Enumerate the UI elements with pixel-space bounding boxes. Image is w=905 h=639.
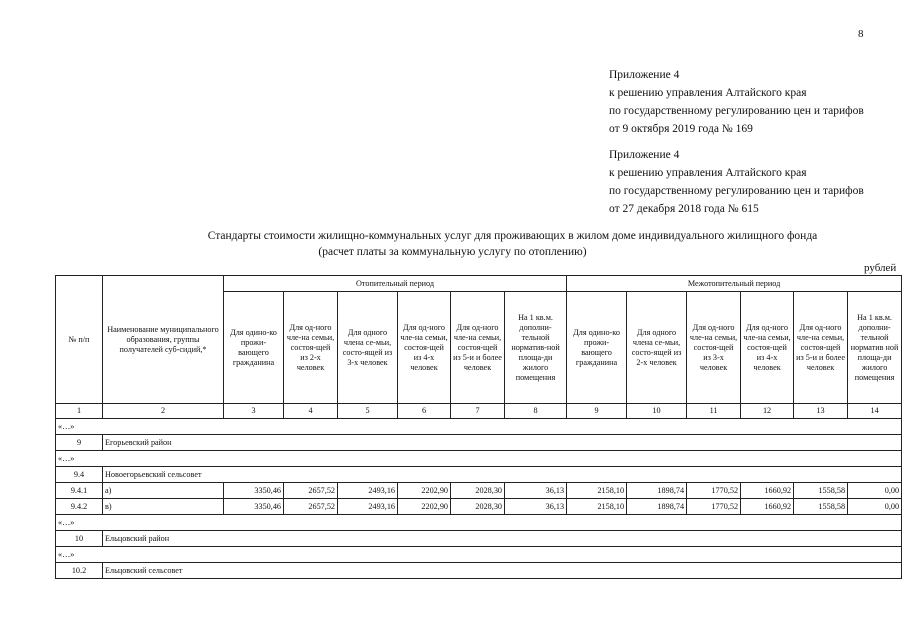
header-nonheating-col: На 1 кв.м. дополни-тельной норматив ной площа-ди жилого помещения [848,292,902,404]
column-number: 1 [56,404,103,419]
value-cell: 1770,52 [687,499,741,515]
value-cell: 1660,92 [741,483,794,499]
ellipsis-cell: «…» [56,515,902,531]
header-heating-col: Для од-ного чле-на семьи, состоя-щей из 4-х человек [398,292,451,404]
title-line-2: (расчет платы за коммунальную услугу по отоплению) [318,246,587,258]
appendix-line: по государственному регулированию цен и тарифов [609,105,864,117]
row-name-cell: Ельцовский сельсовет [103,563,902,579]
column-number: 6 [398,404,451,419]
header-nonheating-col: Для од-ного чле-на семьи, состоя-щей из 5-и и более человек [794,292,848,404]
column-number: 14 [848,404,902,419]
standards-table [55,275,902,579]
header-nonheating-col: Для од-ного чле-на семьи, состоя-щей из 3-х человек [687,292,741,404]
column-number: 10 [627,404,687,419]
value-cell: 2202,90 [398,483,451,499]
value-cell: 1898,74 [627,499,687,515]
column-number: 12 [741,404,794,419]
table-row [56,451,902,467]
row-number-cell: 10 [56,531,103,547]
header-nonheating-period: Межотопительный период [567,276,902,292]
row-name-cell: а) [103,483,224,499]
units-label: рублей [864,262,897,274]
table-row [56,467,902,483]
page-number: 8 [858,28,864,40]
row-number-cell: 9.4.2 [56,499,103,515]
value-cell: 1558,58 [794,499,848,515]
table-row [56,563,902,579]
value-cell: 1558,58 [794,483,848,499]
column-number: 11 [687,404,741,419]
value-cell: 36,13 [505,499,567,515]
row-number-cell: 9 [56,435,103,451]
table-row [56,515,902,531]
column-number: 4 [284,404,338,419]
value-cell: 2657,52 [284,499,338,515]
value-cell: 36,13 [505,483,567,499]
column-number: 3 [224,404,284,419]
value-cell: 2202,90 [398,499,451,515]
appendix-line: Приложение 4 [609,69,680,81]
appendix-line: к решению управления Алтайского края [609,167,807,179]
appendix-line: Приложение 4 [609,149,680,161]
header-heating-col: Для одино-ко прожи-вающего гражданина [224,292,284,404]
table-row [56,499,902,515]
appendix-block-current [609,66,864,138]
value-cell: 1660,92 [741,499,794,515]
table-row [56,419,902,435]
value-cell: 1770,52 [687,483,741,499]
table-row [56,435,902,451]
row-number-cell: 10.2 [56,563,103,579]
header-heating-col: Для од-ного чле-на семьи, состоя-щей из 2-х человек [284,292,338,404]
value-cell: 2657,52 [284,483,338,499]
table-row [56,547,902,563]
value-cell: 1898,74 [627,483,687,499]
appendix-line: к решению управления Алтайского края [609,87,807,99]
title-line-1: Стандарты стоимости жилищно-коммунальных услуг для проживающих в жилом доме индивидуального жилищного фонда [207,230,818,242]
header-nonheating-col: Для одного члена се-мьи, состо-ящей из 2-х человек [627,292,687,404]
column-number: 5 [338,404,398,419]
ellipsis-cell: «…» [56,547,902,563]
appendix-block-previous [609,146,864,218]
header-heating-col: На 1 кв.м. дополни-тельной норматив-ной площа-ди жилого помещения [505,292,567,404]
value-cell: 3350,46 [224,483,284,499]
row-number-cell: 9.4.1 [56,483,103,499]
column-number: 7 [451,404,505,419]
column-number: 13 [794,404,848,419]
value-cell: 2028,30 [451,499,505,515]
row-name-cell: Ельцовский район [103,531,902,547]
header-heating-col: Для од-ного чле-на семьи, состоя-щей из 5-и и более человек [451,292,505,404]
header-nonheating-col: Для одино-ко прожи-вающего гражданина [567,292,627,404]
column-number: 2 [103,404,224,419]
row-number-cell: 9.4 [56,467,103,483]
ellipsis-cell: «…» [56,419,902,435]
appendix-line: по государственному регулированию цен и тарифов [609,185,864,197]
value-cell: 2158,10 [567,499,627,515]
value-cell: 2493,16 [338,499,398,515]
value-cell: 0,00 [848,483,902,499]
value-cell: 2493,16 [338,483,398,499]
column-number: 9 [567,404,627,419]
table-row [56,483,902,499]
header-name: Наименование муниципального образования, группы получателей суб-сидий,* [103,276,224,404]
header-heating-col: Для одного члена се-мьи, состо-ящей из 3-х человек [338,292,398,404]
row-name-cell: в) [103,499,224,515]
ellipsis-cell: «…» [56,451,902,467]
value-cell: 2028,30 [451,483,505,499]
value-cell: 2158,10 [567,483,627,499]
header-no: № п/п [56,276,103,404]
header-nonheating-col: Для од-ного чле-на семьи, состоя-щей из 4-х человек [741,292,794,404]
header-heating-period: Отопительный период [224,276,567,292]
table-row [56,531,902,547]
value-cell: 0,00 [848,499,902,515]
row-name-cell: Егорьевский район [103,435,902,451]
column-number: 8 [505,404,567,419]
appendix-line: от 9 октября 2019 года № 169 [609,123,753,135]
value-cell: 3350,46 [224,499,284,515]
document-title [0,228,905,260]
appendix-line: от 27 декабря 2018 года № 615 [609,203,759,215]
row-name-cell: Новоегорьевский сельсовет [103,467,902,483]
